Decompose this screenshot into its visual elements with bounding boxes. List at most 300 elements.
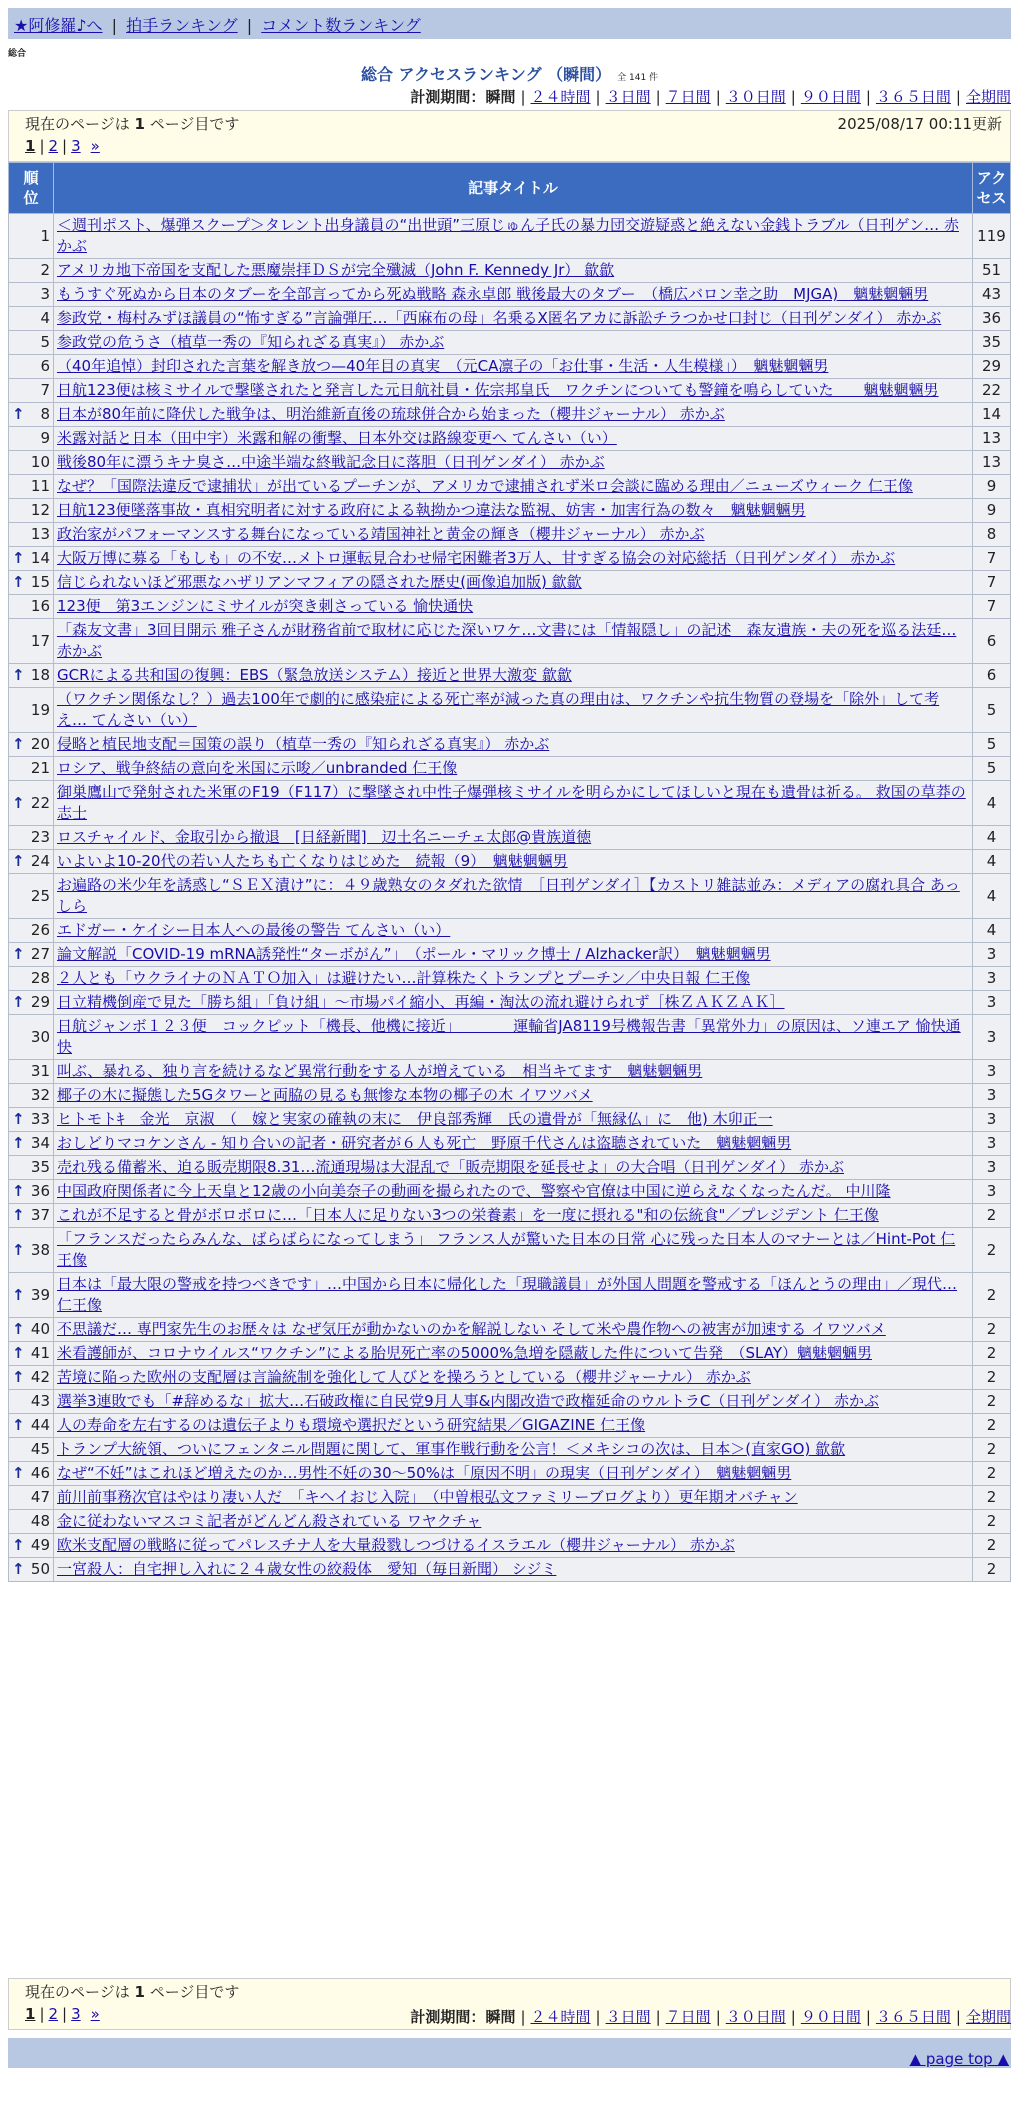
- table-row: [9, 943, 1011, 967]
- article-title-link[interactable]: ロスチャイルド、金取引から撤退 [日経新聞] 辺土名ニーチェ太郎@貴族道徳: [57, 828, 592, 846]
- rank-number: 28: [30, 969, 50, 987]
- title-cell: [54, 1366, 973, 1390]
- table-row: [9, 619, 1011, 664]
- rank-cell: [9, 919, 54, 943]
- article-title-link[interactable]: アメリカ地下帝国を支配した悪魔崇拝ＤＳが完全殲滅（John F. Kennedy Jr） 歙歙: [57, 261, 615, 279]
- article-title-link[interactable]: これが不足すると骨がボロボロに…「日本人に足りない3つの栄養素」を一度に摂れる"和の伝統食"／プレジデント 仁王像: [57, 1206, 879, 1224]
- title-cell: [54, 1486, 973, 1510]
- period-option-link[interactable]: ３日間: [605, 2008, 651, 2026]
- table-header-row: [9, 163, 1011, 214]
- rank-up-arrow-icon: ↑: [12, 1344, 25, 1362]
- rank-number: 9: [40, 429, 50, 447]
- title-cell: [54, 1414, 973, 1438]
- rank-cell: [9, 1534, 54, 1558]
- access-count: 6: [973, 619, 1011, 664]
- article-title-link[interactable]: 椰子の木に擬態した5Gタワーと両脇の見るも無惨な本物の椰子の木 イワツバメ: [57, 1086, 593, 1104]
- title-cell: [54, 850, 973, 874]
- period-option-link[interactable]: 全期間: [965, 2008, 1011, 2026]
- article-title-link[interactable]: 論文解説「COVID-19 mRNA誘発性“ターボがん”」 （ポール・マリック博士 / Alzhacker訳） 魑魅魍魎男: [57, 945, 771, 963]
- ranking-table: [8, 162, 1011, 1582]
- rank-cell: [9, 451, 54, 475]
- table-row: [9, 571, 1011, 595]
- title-cell: [54, 427, 973, 451]
- rank-number: 50: [30, 1560, 50, 1578]
- rank-cell: [9, 1108, 54, 1132]
- period-label: 計測期間：: [410, 2008, 486, 2026]
- table-row: [9, 1108, 1011, 1132]
- title-cell: [54, 214, 973, 259]
- title-cell: [54, 826, 973, 850]
- pager-page-link[interactable]: 3: [71, 2005, 81, 2023]
- access-count: 36: [973, 307, 1011, 331]
- rank-number: 19: [30, 700, 50, 719]
- table-row: [9, 1273, 1011, 1318]
- access-count: 2: [973, 1318, 1011, 1342]
- table-row: [9, 1228, 1011, 1273]
- table-row: [9, 403, 1011, 427]
- title-cell: [54, 283, 973, 307]
- table-row: [9, 595, 1011, 619]
- article-title-link[interactable]: 御巣鷹山で発射された米軍のF19（F117）に撃墜され中性子爆弾核ミサイルを明らかにしてほしいと現在も遺骨は祈る。 救国の草莽の志士: [57, 783, 966, 822]
- rank-up-arrow-icon: ↑: [12, 793, 25, 812]
- article-title-link[interactable]: 米露対話と日本（田中宇）米露和解の衝撃、日本外交は路線変更へ てんさい（い）: [57, 429, 617, 447]
- pager-page-link[interactable]: 2: [48, 137, 59, 155]
- rank-number: 25: [30, 886, 50, 905]
- title-cell: [54, 499, 973, 523]
- rank-cell: [9, 403, 54, 427]
- period-separator: |: [865, 2008, 871, 2026]
- article-title-link[interactable]: 日航123便墜落事故・真相究明者に対する政府による執拗かつ違法な監視、妨害・加害行為の数々 魑魅魍魎男: [57, 501, 806, 519]
- article-title-link[interactable]: 参政党の危うさ（植草一秀の『知られざる真実』） 赤かぶ: [57, 333, 445, 351]
- table-row: [9, 967, 1011, 991]
- page-title-text: 総合 アクセスランキング （瞬間）: [360, 65, 612, 84]
- article-title-link[interactable]: 日航123便は核ミサイルで撃墜されたと発言した元日航社員・佐宗邦皇氏 ワクチンについても警鐘を鳴らしていた 魑魅魍魎男: [57, 381, 939, 399]
- article-title-link[interactable]: 米看護師が、コロナウイルス“ワクチン”による胎児死亡率の5000%急増を隠蔽した件について告発 （SLAY）魑魅魍魎男: [57, 1344, 873, 1362]
- table-row: [9, 427, 1011, 451]
- pager-status-row: [25, 113, 1002, 135]
- rank-number: 26: [30, 921, 50, 939]
- access-count: 2: [973, 1558, 1011, 1582]
- rank-cell: [9, 1462, 54, 1486]
- rank-cell: [9, 523, 54, 547]
- comment-ranking-link[interactable]: コメント数ランキング: [261, 16, 421, 35]
- title-cell: [54, 733, 973, 757]
- table-row: [9, 919, 1011, 943]
- rank-cell: [9, 850, 54, 874]
- rank-cell: [9, 355, 54, 379]
- table-row: [9, 826, 1011, 850]
- pager-status-prefix: 現在のページは: [25, 115, 135, 133]
- rank-up-arrow-icon: ↑: [12, 1206, 25, 1224]
- rank-cell: [9, 1156, 54, 1180]
- period-separator: |: [790, 2008, 796, 2026]
- rank-number: 29: [30, 993, 50, 1011]
- title-cell: [54, 1342, 973, 1366]
- access-count: 29: [973, 355, 1011, 379]
- title-cell: [54, 1558, 973, 1582]
- rank-number: 40: [30, 1320, 50, 1338]
- table-row: [9, 214, 1011, 259]
- table-row: [9, 991, 1011, 1015]
- rank-up-arrow-icon: ↑: [12, 1536, 25, 1554]
- clap-ranking-link[interactable]: 拍手ランキング: [126, 16, 238, 35]
- rank-up-arrow-icon: ↑: [12, 1560, 25, 1578]
- table-row: [9, 688, 1011, 733]
- access-count: 35: [973, 331, 1011, 355]
- total-count: 全 141 件: [617, 73, 659, 83]
- pager-page-link[interactable]: 3: [71, 137, 81, 155]
- title-cell: [54, 1108, 973, 1132]
- header-title-label: 記事タイトル: [468, 179, 558, 197]
- rank-number: 33: [30, 1110, 50, 1128]
- rank-cell: [9, 379, 54, 403]
- table-row: [9, 1156, 1011, 1180]
- title-cell: [54, 259, 973, 283]
- rank-cell: [9, 733, 54, 757]
- rank-cell: [9, 991, 54, 1015]
- article-title-link[interactable]: ヒトモトｷ 金光 京淑 （ 嫁と実家の確執の末に 伊良部秀輝 氏の遺骨が「無縁仏」に 他) 木卯正一: [57, 1110, 773, 1128]
- article-title-link[interactable]: 侵略と植民地支配＝国策の誤り（植草一秀の『知られざる真実』） 赤かぶ: [57, 735, 550, 753]
- article-title-link[interactable]: （ワクチン関係なし？）過去100年で劇的に感染症による死亡率が減った真の理由は、ワクチンや抗生物質の登場を「除外」して考え… てんさい（い）: [57, 690, 940, 729]
- table-row: [9, 874, 1011, 919]
- rank-cell: [9, 475, 54, 499]
- period-separator: |: [955, 88, 961, 106]
- rank-number: 39: [30, 1285, 50, 1304]
- title-cell: [54, 1132, 973, 1156]
- article-title-link[interactable]: 日立精機倒産で見た「勝ち組」「負け組」～市場パイ縮小、再編・淘汰の流れ避けられず［株ＺＡＫＺＡＫ］: [57, 993, 785, 1011]
- article-title-link[interactable]: 戦後80年に漂うキナ臭さ…中途半端な終戦記念日に落胆（日刊ゲンダイ） 赤かぶ: [57, 453, 605, 471]
- period-separator: |: [715, 88, 721, 106]
- access-count: 2: [973, 1486, 1011, 1510]
- rank-number: 37: [30, 1206, 50, 1224]
- article-title-link[interactable]: トランプ大統領、ついにフェンタニル問題に関して、軍事作戦行動を公言！＜メキシコの次は、日本＞(直家GO) 歙歙: [57, 1440, 846, 1458]
- rank-cell: [9, 619, 54, 664]
- period-separator: |: [655, 88, 661, 106]
- rank-cell: [9, 307, 54, 331]
- rank-cell: [9, 1273, 54, 1318]
- title-cell: [54, 331, 973, 355]
- title-cell: [54, 991, 973, 1015]
- period-option-link[interactable]: ９０日間: [800, 2008, 861, 2026]
- access-count: 7: [973, 571, 1011, 595]
- rank-up-arrow-icon: ↑: [12, 735, 25, 753]
- rank-up-arrow-icon: ↑: [12, 1110, 25, 1128]
- pager-separator: |: [39, 2005, 45, 2023]
- rank-number: 2: [40, 261, 50, 279]
- table-row: [9, 1132, 1011, 1156]
- table-row: [9, 1318, 1011, 1342]
- rank-number: 13: [30, 525, 50, 543]
- rank-cell: [9, 1015, 54, 1060]
- title-cell: [54, 475, 973, 499]
- access-count: 3: [973, 1060, 1011, 1084]
- rank-cell: [9, 547, 54, 571]
- rank-cell: [9, 283, 54, 307]
- access-count: 3: [973, 1156, 1011, 1180]
- article-title-link[interactable]: 日本が80年前に降伏した戦争は、明治維新直後の琉球併合から始まった（櫻井ジャーナル） 赤かぶ: [57, 405, 725, 423]
- access-count: 4: [973, 826, 1011, 850]
- rank-number: 31: [30, 1062, 50, 1080]
- rank-cell: [9, 427, 54, 451]
- rank-number: 20: [30, 735, 50, 753]
- rank-number: 32: [30, 1086, 50, 1104]
- period-current: 瞬間: [485, 88, 516, 106]
- rank-number: 8: [40, 405, 50, 423]
- table-row: [9, 475, 1011, 499]
- table-row: [9, 307, 1011, 331]
- pager-status-row: [25, 1981, 994, 2003]
- table-row: [9, 1462, 1011, 1486]
- rank-number: 27: [30, 945, 50, 963]
- rank-number: 18: [30, 666, 50, 684]
- article-title-link[interactable]: ２人とも「ウクライナのＮＡＴＯ加入」は避けたい…計算株たくトランプとプーチン／中央日報 仁王像: [57, 969, 751, 987]
- rank-cell: [9, 688, 54, 733]
- period-separator: |: [955, 2008, 961, 2026]
- article-title-link[interactable]: 一宮殺人：自宅押し入れに２４歳女性の絞殺体 愛知（毎日新聞） シジミ: [57, 1560, 557, 1578]
- article-title-link[interactable]: いよいよ10-20代の若い人たちも亡くなりはじめた 続報（9） 魑魅魍魎男: [57, 852, 568, 870]
- pager-page-link[interactable]: 2: [48, 2005, 59, 2023]
- page-top-link[interactable]: ▲ page top ▲: [909, 2050, 1009, 2068]
- access-count: 5: [973, 733, 1011, 757]
- rank-cell: [9, 1390, 54, 1414]
- rank-up-arrow-icon: ↑: [12, 993, 25, 1011]
- category-label: 総合: [8, 49, 27, 59]
- table-row: [9, 1015, 1011, 1060]
- title-cell: [54, 1510, 973, 1534]
- rank-up-arrow-icon: ↑: [12, 1416, 25, 1434]
- access-count: 3: [973, 967, 1011, 991]
- period-separator: |: [715, 2008, 721, 2026]
- table-row: [9, 733, 1011, 757]
- nav-separator: |: [111, 16, 118, 35]
- rank-number: 43: [30, 1392, 50, 1410]
- table-row: [9, 1486, 1011, 1510]
- rank-number: 11: [30, 477, 50, 495]
- article-title-link[interactable]: GCRによる共和国の復興：EBS（緊急放送システム）接近と世界大激変 歙歙: [57, 666, 572, 684]
- article-title-link[interactable]: 参政党・梅村みずほ議員の“怖すぎる”言論弾圧…「西麻布の母」名乗るX匿名アカに訴訟チラつかせ口封じ（日刊ゲンダイ） 赤かぶ: [57, 309, 942, 327]
- title-cell: [54, 1180, 973, 1204]
- article-title-link[interactable]: 日本は「最大限の警戒を持つべきです」…中国から日本に帰化した「現職議員」が外国人問題を警戒する「ほんとうの理由」／現代… 仁王像: [57, 1275, 958, 1314]
- period-option-link[interactable]: 全期間: [965, 88, 1011, 106]
- access-count: 7: [973, 547, 1011, 571]
- pager-status-suffix: ページ目です: [144, 1983, 240, 2001]
- access-count: 5: [973, 688, 1011, 733]
- pager-current-number: 1: [134, 115, 145, 133]
- rank-number: 30: [30, 1027, 50, 1046]
- title-cell: [54, 967, 973, 991]
- article-title-link[interactable]: 中国政府関係者に今上天皇と12歳の小向美奈子の動画を撮られたので、警察や官僚は中国に逆らえなくなったんだ。 中川隆: [57, 1182, 891, 1200]
- rank-up-arrow-icon: ↑: [12, 573, 25, 591]
- title-cell: [54, 1462, 973, 1486]
- home-link[interactable]: ★阿修羅♪へ: [14, 16, 103, 35]
- table-row: [9, 850, 1011, 874]
- rank-cell: [9, 1342, 54, 1366]
- title-cell: [54, 781, 973, 826]
- access-count: 8: [973, 523, 1011, 547]
- access-count: 3: [973, 1108, 1011, 1132]
- rank-cell: [9, 1084, 54, 1108]
- rank-number: 6: [40, 357, 50, 375]
- rank-number: 38: [30, 1240, 50, 1259]
- rank-cell: [9, 1318, 54, 1342]
- access-count: 2: [973, 1534, 1011, 1558]
- table-row: [9, 1180, 1011, 1204]
- rank-up-arrow-icon: ↑: [12, 1464, 25, 1482]
- article-title-link[interactable]: （40年追悼）封印された言葉を解き放つ—40年目の真実 （元CA凛子の「お仕事・生活・人生模様」） 魑魅魍魎男: [57, 357, 829, 375]
- article-title-link[interactable]: 欧米支配層の戦略に従ってパレスチナ人を大量殺戮しつづけるイスラエル（櫻井ジャーナル） 赤かぶ: [57, 1536, 735, 1554]
- header-title: [54, 163, 973, 214]
- article-title-link[interactable]: なぜ？「国際法違反で逮捕状」が出ているプーチンが、アメリカで逮捕されず米ロ会談に臨める理由／ニューズウィーク 仁王像: [57, 477, 913, 495]
- access-count: 2: [973, 1366, 1011, 1390]
- article-title-link[interactable]: 苦境に陥った欧州の支配層は言論統制を強化して人びとを操ろうとしている（櫻井ジャーナル） 赤かぶ: [57, 1368, 751, 1386]
- table-row: [9, 283, 1011, 307]
- article-title-link[interactable]: 金に従わないマスコミ記者がどんどん殺されている ワヤクチャ: [57, 1512, 482, 1530]
- article-title-link[interactable]: エドガー・ケイシー日本人への最後の警告 てんさい（い）: [57, 921, 451, 939]
- pager-next-link[interactable]: »: [90, 137, 100, 155]
- access-count: 14: [973, 403, 1011, 427]
- rank-cell: [9, 967, 54, 991]
- access-count: 2: [973, 1414, 1011, 1438]
- table-row: [9, 1060, 1011, 1084]
- access-count: 6: [973, 664, 1011, 688]
- title-cell: [54, 1156, 973, 1180]
- pager-top: [8, 110, 1011, 162]
- rank-cell: [9, 781, 54, 826]
- rank-cell: [9, 1558, 54, 1582]
- period-option-link[interactable]: ３日間: [605, 88, 651, 106]
- table-row: [9, 1204, 1011, 1228]
- access-count: 22: [973, 379, 1011, 403]
- article-title-link[interactable]: 叫ぶ、暴れる、独り言を続けるなど異常行動をする人が増えている 相当キてます 魑魅魍魎男: [57, 1062, 703, 1080]
- rank-cell: [9, 1228, 54, 1273]
- article-title-link[interactable]: 人の寿命を左右するのは遺伝子よりも環境や選択だという研究結果／GIGAZINE 仁王像: [57, 1416, 646, 1434]
- rank-up-arrow-icon: ↑: [12, 1134, 25, 1152]
- rank-up-arrow-icon: ↑: [12, 549, 25, 567]
- article-title-link[interactable]: 「フランスだったらみんな、ばらばらになってしまう」 フランス人が驚いた日本の日常 心に残った日本人のマナーとは／Hint-Pot 仁王像: [57, 1230, 956, 1269]
- rank-up-arrow-icon: ↑: [12, 1240, 25, 1259]
- article-title-link[interactable]: 前川前事務次官はやはり凄い人だ 「キヘイおじ入院」 （中曽根弘文ファミリーブログより）更年期オバチャン: [57, 1488, 798, 1506]
- rank-cell: [9, 757, 54, 781]
- article-title-link[interactable]: おしどりマコケンさん - 知り合いの記者・研究者が６人も死亡 野原千代さんは盗聴されていた 魑魅魍魎男: [57, 1134, 792, 1152]
- table-row: [9, 757, 1011, 781]
- table-row: [9, 781, 1011, 826]
- rank-cell: [9, 1438, 54, 1462]
- access-count: 2: [973, 1273, 1011, 1318]
- pager-next-link[interactable]: »: [90, 2005, 100, 2023]
- title-cell: [54, 547, 973, 571]
- pager-separator: |: [39, 137, 45, 155]
- article-title-link[interactable]: お遍路の米少年を誘惑し“ＳＥＸ漬け”に：４９歳熟女のタダれた欲情 ［日刊ゲンダイ］【カストリ雑誌並み：メディアの腐れ具合 あっしら: [57, 876, 960, 915]
- period-option-link[interactable]: ９０日間: [800, 88, 861, 106]
- rank-number: 10: [30, 453, 50, 471]
- rank-number: 22: [30, 793, 50, 812]
- period-option-link[interactable]: ３６５日間: [875, 88, 951, 106]
- period-option-link[interactable]: ２４時間: [530, 2008, 591, 2026]
- article-title-link[interactable]: 信じられないほど邪悪なハザリアンマフィアの隠された歴史(画像追加版) 歙歙: [57, 573, 582, 591]
- page-title: [0, 62, 1019, 85]
- table-row: [9, 499, 1011, 523]
- period-option-link[interactable]: ７日間: [665, 2008, 711, 2026]
- access-count: 51: [973, 259, 1011, 283]
- table-row: [9, 1510, 1011, 1534]
- period-option-link[interactable]: ３６５日間: [875, 2008, 951, 2026]
- article-title-link[interactable]: なぜ“不妊”はこれほど増えたのか…男性不妊の30～50%は「原因不明」の現実（日刊ゲンダイ） 魑魅魍魎男: [57, 1464, 792, 1482]
- rank-cell: [9, 1204, 54, 1228]
- rank-number: 24: [30, 852, 50, 870]
- period-option-link[interactable]: ７日間: [665, 88, 711, 106]
- rank-up-arrow-icon: ↑: [12, 1320, 25, 1338]
- access-count: 13: [973, 427, 1011, 451]
- nav-separator: |: [246, 16, 253, 35]
- article-title-link[interactable]: もうすぐ死ぬから日本のタブーを全部言ってから死ぬ戦略 森永卓郎 戦後最大のタブー （橋広バロン幸之助 MJGA) 魑魅魍魎男: [57, 285, 929, 303]
- rank-number: 14: [30, 549, 50, 567]
- rank-number: 16: [30, 597, 50, 615]
- pager-status-suffix: ページ目です: [144, 115, 240, 133]
- title-cell: [54, 1438, 973, 1462]
- rank-up-arrow-icon: ↑: [12, 1285, 25, 1304]
- access-count: 5: [973, 757, 1011, 781]
- article-title-link[interactable]: 大阪万博に募る「もしも」の不安…メトロ運転見合わせ帰宅困難者3万人、甘すぎる協会の対応総括（日刊ゲンダイ） 赤かぶ: [57, 549, 896, 567]
- article-title-link[interactable]: 政治家がパフォーマンスする舞台になっている靖国神社と黄金の輝き（櫻井ジャーナル） 赤かぶ: [57, 525, 705, 543]
- period-option-link[interactable]: ２４時間: [530, 88, 591, 106]
- article-title-link[interactable]: 日航ジャンボ１２３便 コックピット「機長、他機に接近」 運輸省JA8119号機報告書「異常外力」の原因は、ソ連エア 愉快通快: [57, 1017, 961, 1056]
- rank-number: 12: [30, 501, 50, 519]
- access-count: 7: [973, 595, 1011, 619]
- title-cell: [54, 1318, 973, 1342]
- header-access-label: アクセス: [976, 169, 1007, 207]
- header-rank-label: 順位: [23, 169, 39, 207]
- title-cell: [54, 757, 973, 781]
- rank-number: 3: [40, 285, 50, 303]
- article-title-link[interactable]: 「森友文書」3回目開示 雅子さんが財務省前で取材に応じた深いワケ…文書には「情報隠し」の記述 森友遺族・夫の死を巡る法廷… 赤かぶ: [57, 621, 957, 660]
- access-count: 13: [973, 451, 1011, 475]
- article-title-link[interactable]: 不思議だ… 専門家先生のお歴々は なぜ気圧が動かないのかを解説しない そして米や農作物への被害が加速する イワツバメ: [57, 1320, 886, 1338]
- title-cell: [54, 307, 973, 331]
- title-cell: [54, 1204, 973, 1228]
- article-title-link[interactable]: 選挙3連敗でも「#辞めるな」拡大…石破政権に自民党9月人事&内閣改造で政権延命のウルトラC（日刊ゲンダイ） 赤かぶ: [57, 1392, 879, 1410]
- access-count: 3: [973, 943, 1011, 967]
- article-title-link[interactable]: 123便 第3エンジンにミサイルが突き刺さっている 愉快通快: [57, 597, 474, 615]
- rank-cell: [9, 499, 54, 523]
- period-current: 瞬間: [485, 2008, 516, 2026]
- rank-cell: [9, 664, 54, 688]
- rank-cell: [9, 1132, 54, 1156]
- article-title-link[interactable]: ＜週刊ポスト、爆弾スクープ＞タレント出身議員の“出世頭”三原じゅん子氏の暴力団交遊疑惑と絶えない金銭トラブル（日刊ゲン… 赤かぶ: [57, 216, 959, 255]
- pager-current-page: 1: [25, 2005, 36, 2023]
- rank-number: 42: [30, 1368, 50, 1386]
- table-row: [9, 1414, 1011, 1438]
- period-option-link[interactable]: ３０日間: [725, 2008, 786, 2026]
- rank-number: 41: [30, 1344, 50, 1362]
- article-title-link[interactable]: ロシア、戦争終結の意向を米国に示唆／unbranded 仁王像: [57, 759, 458, 777]
- rank-number: 15: [30, 573, 50, 591]
- table-row: [9, 1438, 1011, 1462]
- period-option-link[interactable]: ３０日間: [725, 88, 786, 106]
- pager-status-prefix: 現在のページは: [25, 1983, 135, 2001]
- rank-cell: [9, 1510, 54, 1534]
- table-row: [9, 1342, 1011, 1366]
- access-count: 2: [973, 1204, 1011, 1228]
- access-count: 2: [973, 1228, 1011, 1273]
- rank-up-arrow-icon: ↑: [12, 666, 25, 684]
- article-title-link[interactable]: 売れ残る備蓄米、迫る販売期限8.31…流通現場は大混乱で「販売期限を延長せよ」の大合唱（日刊ゲンダイ） 赤かぶ: [57, 1158, 844, 1176]
- table-row: [9, 523, 1011, 547]
- top-navigation: [8, 8, 1011, 39]
- rank-cell: [9, 259, 54, 283]
- header-access: [973, 163, 1011, 214]
- period-separator: |: [520, 88, 526, 106]
- table-row: [9, 1558, 1011, 1582]
